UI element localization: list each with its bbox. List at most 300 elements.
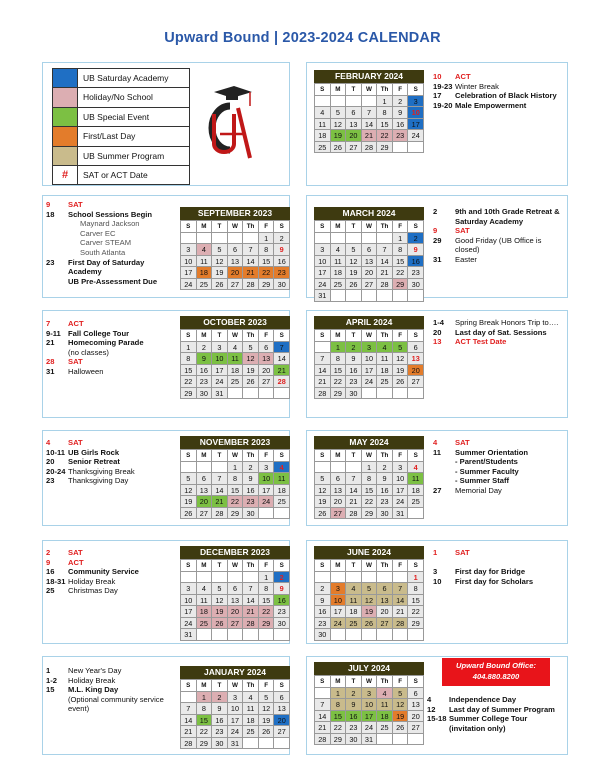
calendar-day: 15 <box>377 119 393 131</box>
calendar-month-title: OCTOBER 2023 <box>180 316 290 329</box>
calendar-day: 11 <box>408 473 424 485</box>
calendar-day: 15 <box>259 256 275 268</box>
calendar-day: 21 <box>315 722 331 734</box>
calendar-day: 17 <box>331 606 347 618</box>
calendar-day: 25 <box>408 496 424 508</box>
weekday-header: M <box>331 450 347 462</box>
calendar-day: 16 <box>315 606 331 618</box>
calendar-day: 25 <box>197 618 213 630</box>
calendar-day: 28 <box>362 142 378 154</box>
calendar-day: 15 <box>259 595 275 607</box>
calendar-day: 22 <box>393 267 409 279</box>
calendar-empty-cell <box>212 233 228 245</box>
event-line <box>46 586 176 596</box>
calendar-empty-cell <box>346 233 362 245</box>
calendar-month-title: SEPTEMBER 2023 <box>180 207 290 220</box>
calendar-day: 1 <box>197 692 213 704</box>
event-text: UB Girls Rock <box>68 447 120 457</box>
calendar-empty-cell <box>228 629 244 641</box>
office-phone[interactable]: 404.880.8200 <box>472 672 520 681</box>
calendar-day: 21 <box>212 496 228 508</box>
event-text: SAT <box>68 548 83 557</box>
event-text: - Summer Faculty <box>455 466 519 476</box>
calendar-empty-cell <box>393 572 409 584</box>
calendar-day: 10 <box>259 473 275 485</box>
event-line <box>433 457 563 467</box>
event-line <box>46 367 176 377</box>
calendar-day: 8 <box>331 353 347 365</box>
legend-label: Holiday/No School <box>83 92 153 103</box>
event-line <box>46 695 176 714</box>
weekday-header: M <box>331 84 347 96</box>
calendar-day: 7 <box>243 244 259 256</box>
weekday-header: M <box>197 680 213 692</box>
calendar-empty-cell <box>259 738 275 750</box>
event-line <box>46 548 176 558</box>
event-date <box>46 229 68 239</box>
calendar-day: 5 <box>243 342 259 354</box>
calendar-day: 6 <box>377 583 393 595</box>
calendar-day: 8 <box>197 703 213 715</box>
calendar-day: 21 <box>274 365 290 377</box>
event-line <box>46 558 176 568</box>
weekday-header: S <box>315 450 331 462</box>
notes-jan <box>46 666 176 714</box>
calendar-day: 19 <box>362 606 378 618</box>
calendar-day: 18 <box>243 715 259 727</box>
event-date: 19-20 <box>433 100 453 110</box>
event-line <box>433 72 563 82</box>
calendar-empty-cell <box>228 233 244 245</box>
event-date: 4 <box>433 438 438 447</box>
weekday-header: T <box>212 680 228 692</box>
calendar-day: 11 <box>197 256 213 268</box>
calendar-empty-cell <box>243 388 259 400</box>
event-line <box>46 210 176 220</box>
page-title: Upward Bound | 2023-2024 CALENDAR <box>164 30 441 46</box>
calendar-day: 14 <box>346 485 362 497</box>
event-text: Senior Retreat <box>68 457 120 467</box>
weekday-header: W <box>228 450 244 462</box>
event-text: Holiday Break <box>68 675 116 685</box>
event-date: 10-11 <box>46 447 66 457</box>
calendar-day: 23 <box>197 376 213 388</box>
event-date: 15-18 <box>427 714 447 724</box>
calendar-empty-cell <box>377 388 393 400</box>
weekday-header: F <box>259 330 275 342</box>
notes-feb <box>433 72 563 110</box>
event-date: 25 <box>46 586 55 596</box>
calendar-day: 13 <box>259 353 275 365</box>
calendar-day: 9 <box>346 353 362 365</box>
event-text: Easter <box>455 254 477 264</box>
calendar-day: 14 <box>212 485 228 497</box>
event-text: Good Friday (UB Office is closed) <box>455 235 542 255</box>
calendar-day: 27 <box>228 279 244 291</box>
event-text: Homecoming Parade <box>68 338 144 348</box>
calendar-empty-cell <box>243 572 259 584</box>
event-line <box>433 467 563 477</box>
calendar-day: 5 <box>346 244 362 256</box>
calendar-mar <box>314 207 424 302</box>
calendar-day: 18 <box>331 267 347 279</box>
calendar-day: 18 <box>274 485 290 497</box>
weekday-header: S <box>315 221 331 233</box>
event-text: Summer College Tour (invitation only) <box>449 714 528 733</box>
calendar-day: 29 <box>331 734 347 746</box>
weekday-header: M <box>331 330 347 342</box>
calendar-day: 17 <box>212 365 228 377</box>
weekday-header: S <box>274 560 290 572</box>
calendar-day: 2 <box>243 462 259 474</box>
event-line <box>433 236 563 255</box>
event-date <box>433 476 455 486</box>
calendar-day: 25 <box>315 142 331 154</box>
calendar-day: 10 <box>393 473 409 485</box>
calendar-day: 10 <box>362 699 378 711</box>
calendar-day: 24 <box>408 130 424 142</box>
logo-icon <box>200 84 254 164</box>
calendar-day: 7 <box>315 699 331 711</box>
calendar-day: 15 <box>331 711 347 723</box>
event-date: 18 <box>46 209 55 219</box>
event-date <box>433 457 455 467</box>
calendar-day: 19 <box>181 496 197 508</box>
calendar-day: 21 <box>181 726 197 738</box>
weekday-header: Th <box>243 221 259 233</box>
calendar-day: 7 <box>315 353 331 365</box>
weekday-header: S <box>274 221 290 233</box>
weekday-header: S <box>408 560 424 572</box>
calendar-day: 3 <box>181 583 197 595</box>
calendar-empty-cell <box>393 290 409 302</box>
weekday-header: S <box>181 450 197 462</box>
calendar-day: 21 <box>393 606 409 618</box>
calendar-day: 25 <box>274 496 290 508</box>
calendar-day: 6 <box>259 342 275 354</box>
calendar-day: 16 <box>408 256 424 268</box>
calendar-day: 30 <box>197 388 213 400</box>
calendar-empty-cell <box>181 692 197 704</box>
weekday-header: S <box>274 450 290 462</box>
calendar-day: 8 <box>259 583 275 595</box>
calendar-day: 7 <box>377 244 393 256</box>
calendar-day: 12 <box>393 353 409 365</box>
calendar-day: 28 <box>212 508 228 520</box>
calendar-day: 18 <box>228 365 244 377</box>
office-contact <box>442 658 550 686</box>
event-date: 18-31 <box>46 576 66 586</box>
calendar-day: 10 <box>181 256 197 268</box>
calendar-day: 18 <box>377 365 393 377</box>
weekday-header: T <box>212 330 228 342</box>
event-text: SAT <box>455 226 470 236</box>
event-text: Fall College Tour <box>68 328 130 338</box>
calendar-day: 9 <box>315 595 331 607</box>
calendar-day: 22 <box>181 376 197 388</box>
calendar-day: 20 <box>197 496 213 508</box>
calendar-day: 24 <box>393 496 409 508</box>
calendar-day: 6 <box>408 342 424 354</box>
calendar-day: 6 <box>408 688 424 700</box>
calendar-empty-cell <box>197 572 213 584</box>
calendar-day: 18 <box>315 130 331 142</box>
calendar-empty-cell <box>346 96 362 108</box>
calendar-day: 28 <box>393 618 409 630</box>
calendar-day: 23 <box>212 726 228 738</box>
calendar-day: 20 <box>408 365 424 377</box>
calendar-empty-cell <box>197 629 213 641</box>
legend-swatch <box>53 108 78 126</box>
calendar-day: 7 <box>212 473 228 485</box>
calendar-day: 11 <box>377 353 393 365</box>
event-date: 20-24 <box>46 466 66 476</box>
calendar-day: 28 <box>243 279 259 291</box>
calendar-day: 13 <box>362 256 378 268</box>
event-date: 31 <box>433 254 442 264</box>
weekday-header: T <box>212 560 228 572</box>
calendar-empty-cell <box>408 290 424 302</box>
calendar-day: 31 <box>315 290 331 302</box>
calendar-day: 23 <box>346 376 362 388</box>
weekday-header: T <box>346 330 362 342</box>
notes-oct <box>46 319 176 377</box>
calendar-empty-cell <box>315 572 331 584</box>
calendar-day: 8 <box>393 244 409 256</box>
calendar-day: 8 <box>228 473 244 485</box>
event-date: 19-23 <box>433 81 453 91</box>
event-date: 1 <box>46 666 51 675</box>
calendar-day: 1 <box>259 233 275 245</box>
calendar-day: 20 <box>331 496 347 508</box>
calendar-day: 17 <box>259 485 275 497</box>
event-text: Memorial Day <box>455 485 502 495</box>
weekday-header: S <box>408 221 424 233</box>
notes-mar <box>433 207 563 265</box>
calendar-day: 9 <box>408 244 424 256</box>
legend-swatch: # <box>53 166 78 184</box>
calendar-empty-cell <box>228 388 244 400</box>
calendar-day: 11 <box>228 353 244 365</box>
calendar-day: 7 <box>181 703 197 715</box>
weekday-header: S <box>315 676 331 688</box>
weekday-header: W <box>362 330 378 342</box>
calendar-day: 28 <box>315 388 331 400</box>
event-date: 23 <box>46 257 55 267</box>
weekday-header: S <box>408 676 424 688</box>
calendar-empty-cell <box>228 572 244 584</box>
calendar-day: 30 <box>408 279 424 291</box>
calendar-day: 29 <box>362 508 378 520</box>
calendar-day: 11 <box>243 703 259 715</box>
calendar-empty-cell <box>331 96 347 108</box>
calendar-empty-cell <box>274 388 290 400</box>
calendar-empty-cell <box>408 142 424 154</box>
calendar-day: 28 <box>243 618 259 630</box>
event-text: Winter Break <box>455 81 499 91</box>
calendar-empty-cell <box>274 738 290 750</box>
calendar-day: 4 <box>228 342 244 354</box>
weekday-header: S <box>408 84 424 96</box>
event-line <box>433 82 563 92</box>
weekday-header: F <box>393 450 409 462</box>
calendar-month-title: FEBRUARY 2024 <box>314 70 424 83</box>
calendar-day: 31 <box>362 734 378 746</box>
event-line <box>46 248 176 258</box>
event-date: 15 <box>46 685 55 695</box>
calendar-empty-cell <box>362 388 378 400</box>
event-date: 20 <box>46 457 55 467</box>
calendar-day: 16 <box>346 365 362 377</box>
calendar-day: 4 <box>243 692 259 704</box>
calendar-day: 13 <box>228 595 244 607</box>
calendar-day: 14 <box>393 595 409 607</box>
calendar-day: 24 <box>362 722 378 734</box>
calendar-empty-cell <box>393 388 409 400</box>
event-line <box>433 226 563 236</box>
calendar-day: 16 <box>212 715 228 727</box>
calendar-day: 3 <box>362 342 378 354</box>
calendar-day: 3 <box>259 462 275 474</box>
calendar-day: 12 <box>212 256 228 268</box>
calendar-day: 3 <box>408 96 424 108</box>
calendar-day: 21 <box>346 496 362 508</box>
calendar-day: 20 <box>377 606 393 618</box>
calendar-day: 1 <box>362 462 378 474</box>
event-text: Carver STEAM <box>80 238 132 248</box>
calendar-day: 29 <box>331 388 347 400</box>
calendar-day: 13 <box>228 256 244 268</box>
event-date: 1-2 <box>46 675 57 685</box>
calendar-day: 23 <box>243 496 259 508</box>
calendar-day: 28 <box>274 376 290 388</box>
calendar-day: 2 <box>274 233 290 245</box>
calendar-day: 14 <box>315 711 331 723</box>
calendar-day: 16 <box>197 365 213 377</box>
calendar-empty-cell <box>362 629 378 641</box>
event-text: Halloween <box>68 366 104 376</box>
event-line <box>46 238 176 248</box>
calendar-day: 14 <box>315 365 331 377</box>
event-line <box>46 319 176 329</box>
calendar-day: 14 <box>274 353 290 365</box>
calendar-empty-cell <box>181 462 197 474</box>
calendar-day: 11 <box>274 473 290 485</box>
notes-dec <box>46 548 176 596</box>
event-date: 9 <box>46 557 51 567</box>
notes-apr <box>433 318 563 347</box>
calendar-day: 4 <box>197 244 213 256</box>
event-line <box>433 448 563 458</box>
calendar-day: 26 <box>393 722 409 734</box>
weekday-header: M <box>197 221 213 233</box>
calendar-day: 8 <box>259 244 275 256</box>
calendar-day: 28 <box>181 738 197 750</box>
calendar-empty-cell <box>315 462 331 474</box>
event-line <box>46 438 176 448</box>
calendar-day: 17 <box>362 711 378 723</box>
notes-jun <box>433 548 563 586</box>
calendar-day: 14 <box>362 119 378 131</box>
event-line <box>46 277 176 287</box>
event-line <box>46 666 176 676</box>
event-text: Maynard Jackson <box>80 219 140 229</box>
calendar-day: 4 <box>197 583 213 595</box>
calendar-day: 27 <box>274 726 290 738</box>
calendar-day: 16 <box>377 485 393 497</box>
event-line <box>46 467 176 477</box>
calendar-month-title: DECEMBER 2023 <box>180 546 290 559</box>
calendar-day: 17 <box>181 606 197 618</box>
calendar-day: 30 <box>346 388 362 400</box>
calendar-day: 6 <box>228 244 244 256</box>
weekday-header: M <box>331 221 347 233</box>
weekday-header: T <box>346 84 362 96</box>
weekday-header: S <box>274 330 290 342</box>
weekday-header: S <box>408 330 424 342</box>
calendar-day: 18 <box>197 606 213 618</box>
calendar-day: 8 <box>408 583 424 595</box>
calendar-day: 29 <box>408 618 424 630</box>
event-date: 20 <box>433 327 442 337</box>
event-text: ACT <box>68 319 84 328</box>
calendar-day: 14 <box>243 595 259 607</box>
calendar-dec <box>180 546 290 641</box>
calendar-day: 31 <box>393 508 409 520</box>
calendar-day: 15 <box>331 365 347 377</box>
calendar-day: 30 <box>377 508 393 520</box>
calendar-month-title: JULY 2024 <box>314 662 424 675</box>
calendar-day: 21 <box>315 376 331 388</box>
event-line <box>433 91 563 101</box>
calendar-oct <box>180 316 290 399</box>
calendar-empty-cell <box>243 233 259 245</box>
calendar-month-title: MAY 2024 <box>314 436 424 449</box>
calendar-day: 30 <box>243 508 259 520</box>
calendar-day: 29 <box>197 738 213 750</box>
calendar-empty-cell <box>331 629 347 641</box>
event-line <box>433 476 563 486</box>
calendar-day: 22 <box>331 722 347 734</box>
calendar-day: 5 <box>181 473 197 485</box>
calendar-day: 12 <box>315 485 331 497</box>
calendar-day: 27 <box>259 376 275 388</box>
event-date: 27 <box>433 485 442 495</box>
calendar-day: 22 <box>259 606 275 618</box>
legend-swatch <box>53 127 78 145</box>
weekday-header: M <box>197 330 213 342</box>
calendar-day: 19 <box>346 267 362 279</box>
weekday-header: Th <box>377 560 393 572</box>
calendar-day: 3 <box>393 462 409 474</box>
calendar-day: 13 <box>274 703 290 715</box>
event-line <box>433 567 563 577</box>
calendar-day: 24 <box>331 618 347 630</box>
calendar-day: 5 <box>331 107 347 119</box>
calendar-day: 27 <box>346 142 362 154</box>
calendar-day: 1 <box>408 572 424 584</box>
legend-label: SAT or ACT Date <box>83 169 148 180</box>
event-line <box>46 476 176 486</box>
event-date: 1 <box>433 548 438 557</box>
calendar-day: 26 <box>212 618 228 630</box>
calendar-empty-cell <box>212 629 228 641</box>
calendar-empty-cell <box>331 290 347 302</box>
calendar-day: 3 <box>315 244 331 256</box>
weekday-header: F <box>393 84 409 96</box>
calendar-empty-cell <box>331 572 347 584</box>
calendar-day: 17 <box>181 267 197 279</box>
